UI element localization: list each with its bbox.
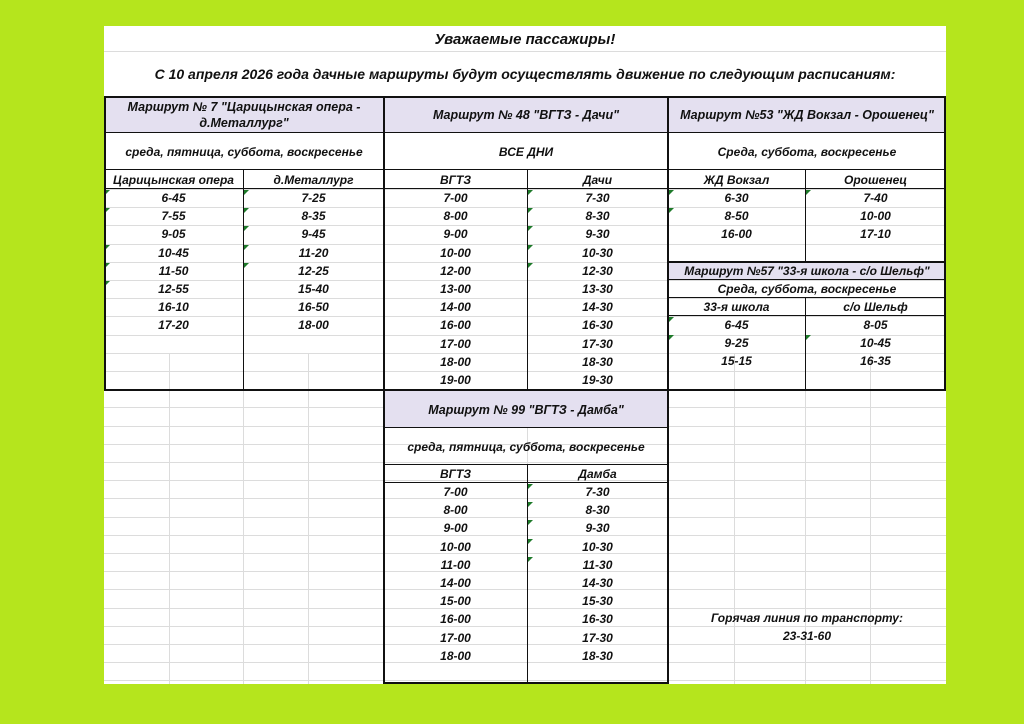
route-57-header: Маршрут №57 "33-я школа - с/о Шельф" xyxy=(668,262,946,280)
time-cell: 7-25 xyxy=(301,191,326,206)
time-cell: 17-00 xyxy=(440,336,471,351)
cell-comment-marker-icon xyxy=(806,190,811,195)
route-99-col-vgtz: ВГТЗ xyxy=(439,467,472,481)
time-cell: 10-30 xyxy=(582,539,613,554)
cell-comment-marker-icon xyxy=(669,190,674,195)
route-53-days: Среда, суббота, воскресенье xyxy=(717,144,897,159)
time-cell: 14-30 xyxy=(582,300,613,315)
time-cell: 12-25 xyxy=(298,263,329,278)
time-cell: 16-30 xyxy=(582,318,613,333)
time-cell: 8-00 xyxy=(443,503,468,518)
route-7-days: среда, пятница, суббота, воскресенье xyxy=(125,144,363,159)
route-48-col-dachi: Дачи xyxy=(582,172,613,187)
route-7-col-opera: Царицынская опера xyxy=(113,172,234,187)
time-cell: 16-35 xyxy=(860,354,891,369)
hotline-label: Горячая линия по транспорту: xyxy=(711,611,903,625)
cell-comment-marker-icon xyxy=(669,335,674,340)
time-cell: 15-40 xyxy=(298,282,329,297)
time-cell: 16-10 xyxy=(158,300,189,315)
route-53-col-vokzal: ЖД Вокзал xyxy=(703,172,770,187)
time-cell: 7-30 xyxy=(585,191,610,206)
route-53-header: Маршрут №53 "ЖД Вокзал - Орошенец" xyxy=(668,97,946,133)
time-cell: 8-30 xyxy=(585,503,610,518)
cell-comment-marker-icon xyxy=(806,335,811,340)
time-cell: 9-30 xyxy=(585,227,610,242)
time-cell: 6-45 xyxy=(161,191,186,206)
time-cell: 16-00 xyxy=(440,612,471,627)
time-cell: 18-00 xyxy=(298,318,329,333)
cell-comment-marker-icon xyxy=(669,317,674,322)
time-cell: 8-30 xyxy=(585,209,610,224)
time-cell: 17-30 xyxy=(582,336,613,351)
route-7-col-metallurg: д.Металлург xyxy=(273,172,354,187)
time-cell: 10-30 xyxy=(582,245,613,260)
cell-comment-marker-icon xyxy=(528,557,533,562)
route-53-col-oroshenets: Орошенец xyxy=(843,172,907,187)
cell-comment-marker-icon xyxy=(244,245,249,250)
time-cell: 18-30 xyxy=(582,354,613,369)
route-48-col-vgtz: ВГТЗ xyxy=(439,172,472,187)
time-cell: 7-00 xyxy=(443,191,468,206)
time-cell: 13-00 xyxy=(440,282,471,297)
route-48-header: Маршрут № 48 "ВГТЗ - Дачи" xyxy=(384,97,668,133)
time-cell: 16-30 xyxy=(582,612,613,627)
time-cell: 9-00 xyxy=(443,521,468,536)
time-cell: 7-30 xyxy=(585,485,610,500)
time-cell: 6-30 xyxy=(724,191,749,206)
time-cell: 9-25 xyxy=(724,336,749,351)
time-cell: 8-50 xyxy=(724,209,749,224)
time-cell: 7-40 xyxy=(863,191,888,206)
cell-comment-marker-icon xyxy=(528,502,533,507)
time-cell: 7-55 xyxy=(161,209,186,224)
time-cell: 18-00 xyxy=(440,648,471,663)
time-cell: 19-00 xyxy=(440,373,471,388)
time-cell: 12-30 xyxy=(582,263,613,278)
time-cell: 18-30 xyxy=(582,648,613,663)
time-cell: 6-45 xyxy=(724,318,749,333)
time-cell: 11-30 xyxy=(582,557,613,572)
time-cell: 7-00 xyxy=(443,485,468,500)
cell-comment-marker-icon xyxy=(244,226,249,231)
route-57-col-shelf: с/о Шельф xyxy=(843,300,908,314)
cell-comment-marker-icon xyxy=(528,539,533,544)
route-7-header: Маршрут № 7 "Царицынская опера - д.Металлург" xyxy=(104,97,384,133)
time-cell: 17-00 xyxy=(440,630,471,645)
time-cell: 15-15 xyxy=(721,354,752,369)
time-cell: 9-00 xyxy=(443,227,468,242)
time-cell: 17-30 xyxy=(582,630,613,645)
cell-comment-marker-icon xyxy=(528,190,533,195)
time-cell: 15-00 xyxy=(440,594,471,609)
time-cell: 9-45 xyxy=(301,227,326,242)
cell-comment-marker-icon xyxy=(528,520,533,525)
time-cell: 12-00 xyxy=(440,263,471,278)
time-cell: 13-30 xyxy=(582,282,613,297)
time-cell: 15-30 xyxy=(582,594,613,609)
cell-comment-marker-icon xyxy=(244,208,249,213)
time-cell: 11-20 xyxy=(298,245,329,260)
cell-comment-marker-icon xyxy=(528,245,533,250)
time-cell: 9-30 xyxy=(585,521,610,536)
hotline-phone: 23-31-60 xyxy=(782,629,832,643)
time-cell: 11-00 xyxy=(440,557,471,572)
time-cell: 16-00 xyxy=(440,318,471,333)
time-cell: 8-00 xyxy=(443,209,468,224)
time-cell: 17-10 xyxy=(860,227,891,242)
time-cell: 10-00 xyxy=(440,245,471,260)
time-cell: 10-00 xyxy=(440,539,471,554)
time-cell: 19-30 xyxy=(582,373,613,388)
time-cell: 10-45 xyxy=(860,336,891,351)
cell-comment-marker-icon xyxy=(244,263,249,268)
route-57-col-school: 33-я школа xyxy=(703,300,770,314)
time-cell: 8-05 xyxy=(863,318,888,333)
time-cell: 16-50 xyxy=(298,300,329,315)
cell-comment-marker-icon xyxy=(669,208,674,213)
time-cell: 8-35 xyxy=(301,209,326,224)
route-57-days: Среда, суббота, воскресенье xyxy=(717,282,897,296)
cell-comment-marker-icon xyxy=(528,226,533,231)
time-cell: 10-00 xyxy=(860,209,891,224)
notice-title: Уважаемые пассажиры! xyxy=(434,30,616,48)
route-48-days: ВСЕ ДНИ xyxy=(498,144,554,159)
time-cell: 17-20 xyxy=(158,318,189,333)
cell-comment-marker-icon xyxy=(528,263,533,268)
time-cell: 14-00 xyxy=(440,300,471,315)
notice-subtitle: С 10 апреля 2026 года дачные маршруты будут осуществлять движение по следующим расписаниям: xyxy=(154,66,896,82)
time-cell: 11-50 xyxy=(158,263,189,278)
route-99-header: Маршрут № 99 "ВГТЗ - Дамба" xyxy=(384,391,668,428)
time-cell: 16-00 xyxy=(721,227,752,242)
schedule-sheet xyxy=(104,26,946,684)
cell-comment-marker-icon xyxy=(244,190,249,195)
time-cell: 14-00 xyxy=(440,576,471,591)
route-99-days: среда, пятница, суббота, воскресенье xyxy=(407,439,645,454)
cell-comment-marker-icon xyxy=(528,484,533,489)
time-cell: 12-55 xyxy=(158,282,189,297)
time-cell: 10-45 xyxy=(158,245,189,260)
route-99-col-damba: Дамба xyxy=(578,467,617,481)
time-cell: 9-05 xyxy=(161,227,186,242)
time-cell: 18-00 xyxy=(440,354,471,369)
cell-comment-marker-icon xyxy=(528,208,533,213)
time-cell: 14-30 xyxy=(582,576,613,591)
